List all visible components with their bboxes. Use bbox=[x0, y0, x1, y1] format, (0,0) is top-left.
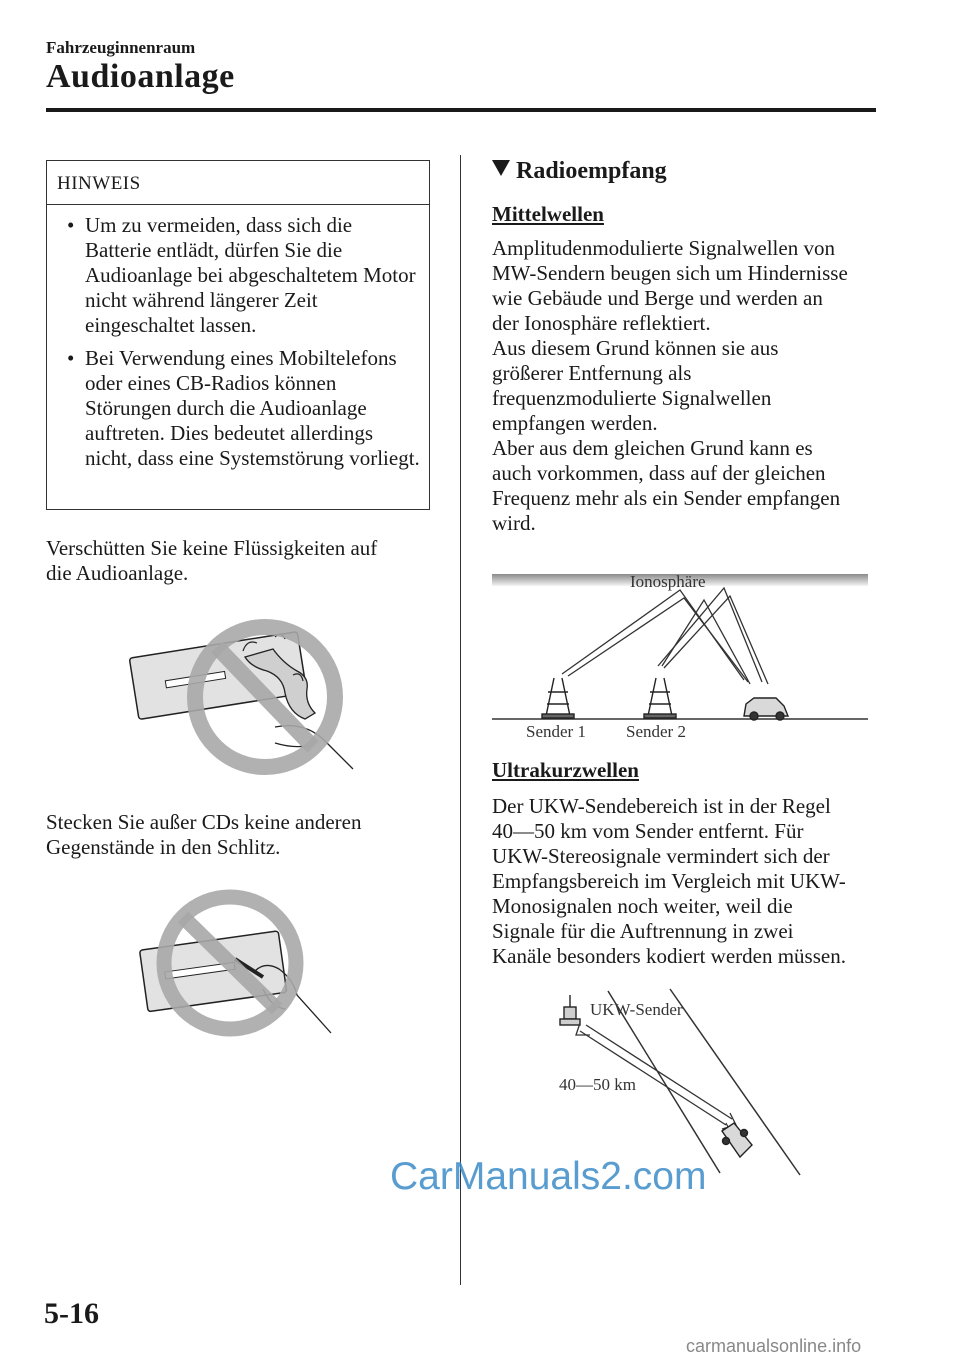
text-line: Frequenz mehr als ein Sender empfangen bbox=[492, 486, 841, 510]
slot-warning bbox=[46, 810, 361, 860]
note-item-text: Bei Verwendung eines Mobiltelefons oder eines CB-Radios können Störungen durch die Audioanlage auftreten. Dies bedeutet allerdings nicht, dass eine Systemstörung vorliegt. bbox=[85, 346, 420, 470]
car-icon bbox=[744, 698, 788, 720]
tower-icon bbox=[542, 678, 574, 718]
no-objects-illustration bbox=[135, 885, 335, 1040]
ionosphere-diagram bbox=[492, 570, 870, 725]
column-divider bbox=[460, 155, 461, 1285]
text-line: der Ionosphäre reflektiert. bbox=[492, 311, 711, 335]
page-number: 5-16 bbox=[44, 1297, 99, 1330]
text-line: Stecken Sie außer CDs keine anderen bbox=[46, 810, 362, 834]
text-line: wie Gebäude und Berge und werden an bbox=[492, 286, 823, 310]
car-icon bbox=[722, 1123, 752, 1157]
no-liquid-illustration bbox=[125, 615, 355, 780]
footer-watermark: carmanualsonline.info bbox=[686, 1336, 862, 1356]
text-line: UKW-Stereosignale vermindert sich der bbox=[492, 844, 830, 868]
text-line: Signale für die Auftrennung in zwei bbox=[492, 919, 794, 943]
note-box bbox=[46, 160, 430, 510]
signal-paths bbox=[562, 588, 768, 684]
text-line: Der UKW-Sendebereich ist in der Regel bbox=[492, 794, 831, 818]
text-line: Gegenstände in den Schlitz. bbox=[46, 835, 281, 859]
text-line: Empfangsbereich im Vergleich mit UKW- bbox=[492, 869, 846, 893]
text-line: die Audioanlage. bbox=[46, 561, 189, 585]
text-line: Aus diesem Grund können sie aus bbox=[492, 336, 779, 360]
text-line: Aber aus dem gleichen Grund kann es bbox=[492, 436, 813, 460]
page-title: Audioanlage bbox=[46, 58, 235, 95]
triangle-icon bbox=[492, 160, 510, 176]
subheading-ultrakurzwellen: Ultrakurzwellen bbox=[492, 758, 639, 782]
text-line: Monosignalen noch weiter, weil die bbox=[492, 894, 793, 918]
ukw-paragraph bbox=[492, 794, 846, 969]
sender2-label: Sender 2 bbox=[626, 722, 686, 741]
spill-warning bbox=[46, 536, 377, 586]
note-heading: HINWEIS bbox=[47, 161, 429, 205]
tower-icon bbox=[560, 995, 580, 1025]
distance-label: 40―50 km bbox=[559, 1075, 636, 1094]
text-line: Verschütten Sie keine Flüssigkeiten auf bbox=[46, 536, 378, 560]
ukw-sender-label: UKW-Sender bbox=[590, 1000, 683, 1019]
bullet-icon: • bbox=[67, 346, 75, 370]
text-line: wird. bbox=[492, 511, 536, 535]
sender1-label: Sender 1 bbox=[526, 722, 586, 741]
title-rule bbox=[46, 108, 876, 112]
bullet-icon: • bbox=[67, 213, 75, 237]
section-label: Fahrzeuginnenraum bbox=[46, 38, 196, 57]
note-item bbox=[63, 213, 421, 338]
tower-icon bbox=[644, 678, 676, 718]
text-line: MW-Sendern beugen sich um Hindernisse bbox=[492, 261, 848, 285]
mw-paragraph bbox=[492, 236, 848, 536]
section-heading-text: Radioempfang bbox=[516, 158, 667, 184]
text-line: Amplitudenmodulierte Signalwellen von bbox=[492, 236, 835, 260]
watermark: CarManuals2.com bbox=[390, 1155, 707, 1198]
note-list bbox=[47, 205, 429, 471]
text-line: frequenzmodulierte Signalwellen bbox=[492, 386, 772, 410]
note-item bbox=[63, 346, 421, 471]
text-line: empfangen werden. bbox=[492, 411, 658, 435]
ionosphere-label: Ionosphäre bbox=[630, 572, 706, 591]
section-heading bbox=[492, 158, 667, 185]
text-line: auch vorkommen, dass auf der gleichen bbox=[492, 461, 826, 485]
note-item-text: Um zu vermeiden, dass sich die Batterie entlädt, dürfen Sie die Audioanlage bei abgeschaltetem Motor nicht während längerer Zeit eingeschaltet lassen. bbox=[85, 213, 416, 337]
subheading-mittelwellen: Mittelwellen bbox=[492, 202, 604, 226]
text-line: 40―50 km vom Sender entfernt. Für bbox=[492, 819, 804, 843]
text-line: Kanäle besonders kodiert werden müssen. bbox=[492, 944, 846, 968]
text-line: größerer Entfernung als bbox=[492, 361, 692, 385]
